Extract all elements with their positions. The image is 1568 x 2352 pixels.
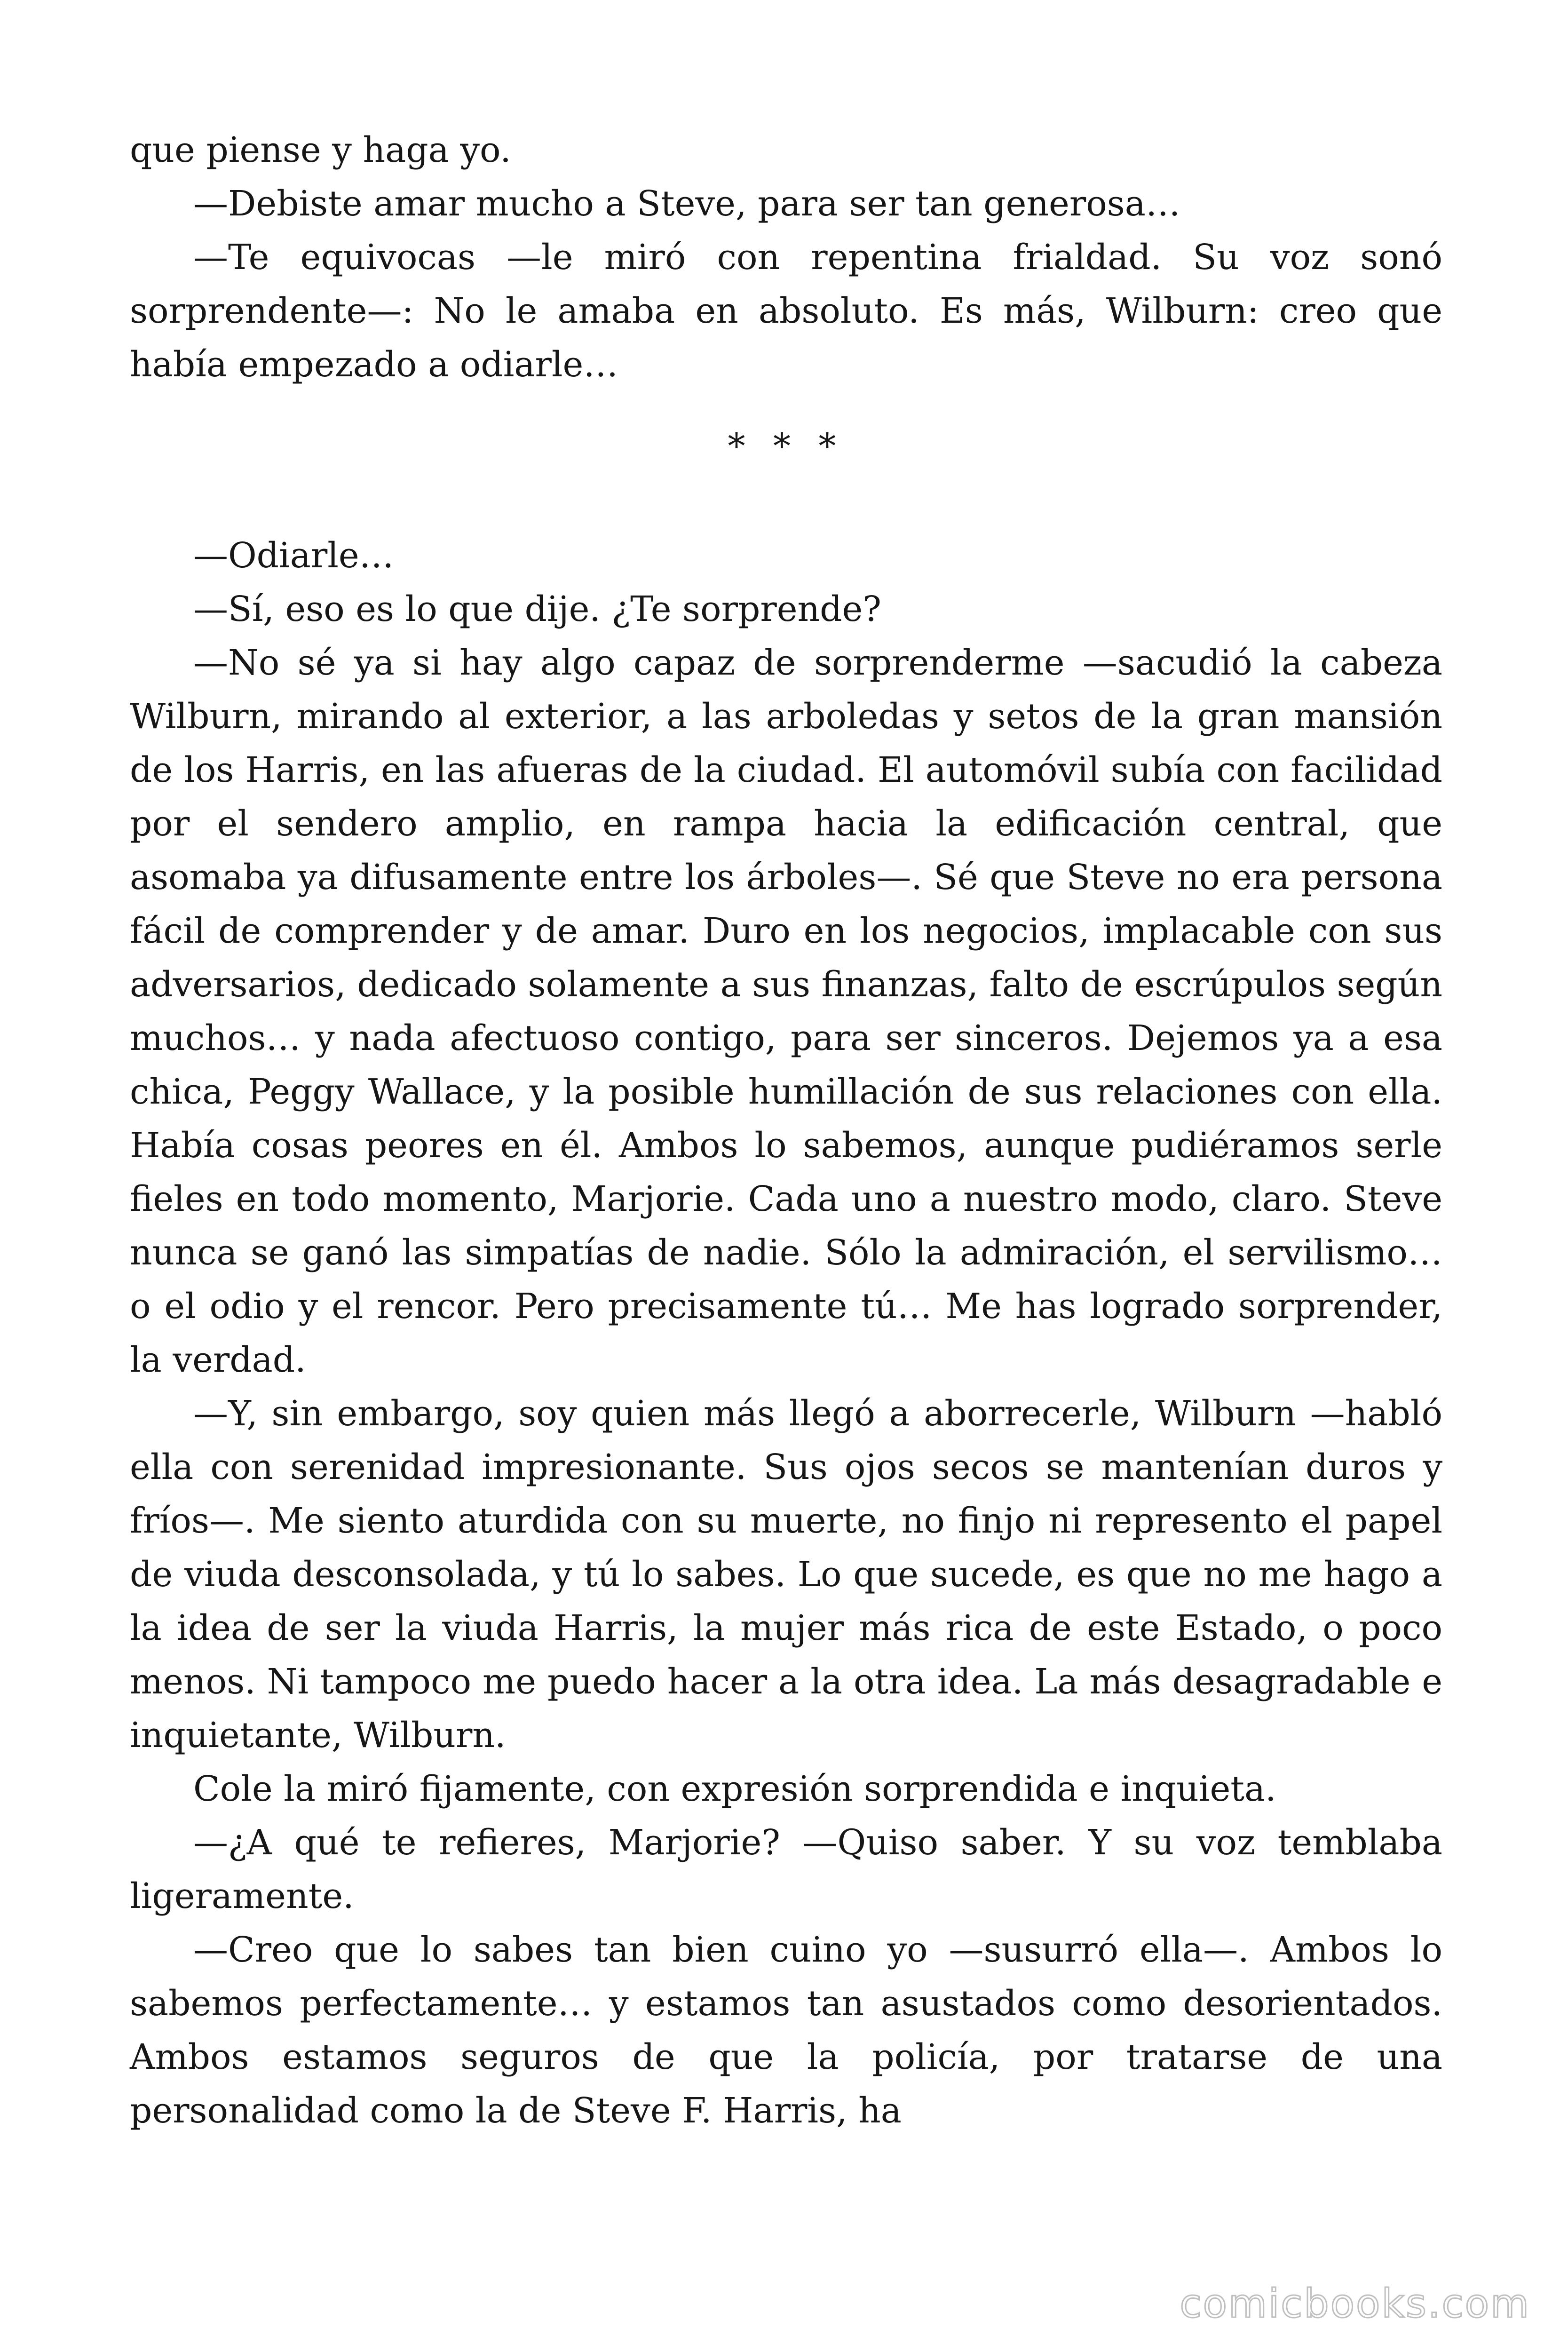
scene-break: * * * [728,426,845,467]
paragraph: —Y, sin embargo, soy quien más llegó a aborrecerle, Wilburn —habló ella con serenidad impresionante. Sus ojos secos se mantenían duros y fríos—. Me siento aturdida con su muerte, no finjo ni represento el papel de viuda desconsolada, y tú lo sabes. Lo que sucede, es que no me hago a la idea de ser la viuda Harris, la mujer más rica de este Estado, o poco menos. Ni tampoco me puedo hacer a la otra idea. La más desagradable e inquietante, Wilburn. [130,1393,1442,1756]
paragraph: que piense y haga yo. [130,130,511,170]
paragraph: —Creo que lo sabes tan bien cuino yo —susurró ella—. Ambos lo sabemos perfectamente… y estamos tan asustados como desorientados. Ambos estamos seguros de que la policía, por tratarse de una personalidad como la de Steve F. Harris, ha [130,1930,1442,2131]
paragraph: —Odiarle… [193,535,394,576]
paragraph: —¿A qué te refieres, Marjorie? —Quiso saber. Y su voz temblaba ligeramente. [130,1822,1442,1916]
paragraph: —Te equivocas —le miró con repentina frialdad. Su voz sonó sorprendente—: No le amaba en absoluto. Es más, Wilburn: creo que había empezado a odiarle… [130,237,1442,385]
paragraph: Cole la miró fijamente, con expresión sorprendida e inquieta. [193,1769,1276,1809]
paragraph: —Debiste amar mucho a Steve, para ser tan generosa… [193,183,1180,224]
paragraph: —Sí, eso es lo que dije. ¿Te sorprende? [193,589,881,629]
body-text [130,123,1442,2137]
watermark: comicbooks.com [1180,2280,1530,2327]
paragraph: —No sé ya si hay algo capaz de sorprenderme —sacudió la cabeza Wilburn, mirando al exterior, a las arboledas y setos de la gran mansión de los Harris, en las afueras de la ciudad. El automóvil subía con facilidad por el sendero amplio, en rampa hacia la edificación central, que asomaba ya difusamente entre los árboles—. Sé que Steve no era persona fácil de comprender y de amar. Duro en los negocios, implacable con sus adversarios, dedicado solamente a sus finanzas, falto de escrúpulos según muchos… y nada afectuoso contigo, para ser sinceros. Dejemos ya a esa chica, Peggy Wallace, y la posible humillación de sus relaciones con ella. Había cosas peores en él. Ambos lo sabemos, aunque pudiéramos serle fieles en todo momento, Marjorie. Cada uno a nuestro modo, claro. Steve nunca se ganó las simpatías de nadie. Sólo la admiración, el servilismo… o el odio y el rencor. Pero precisamente tú… Me has logrado sorprender, la verdad. [130,643,1442,1380]
